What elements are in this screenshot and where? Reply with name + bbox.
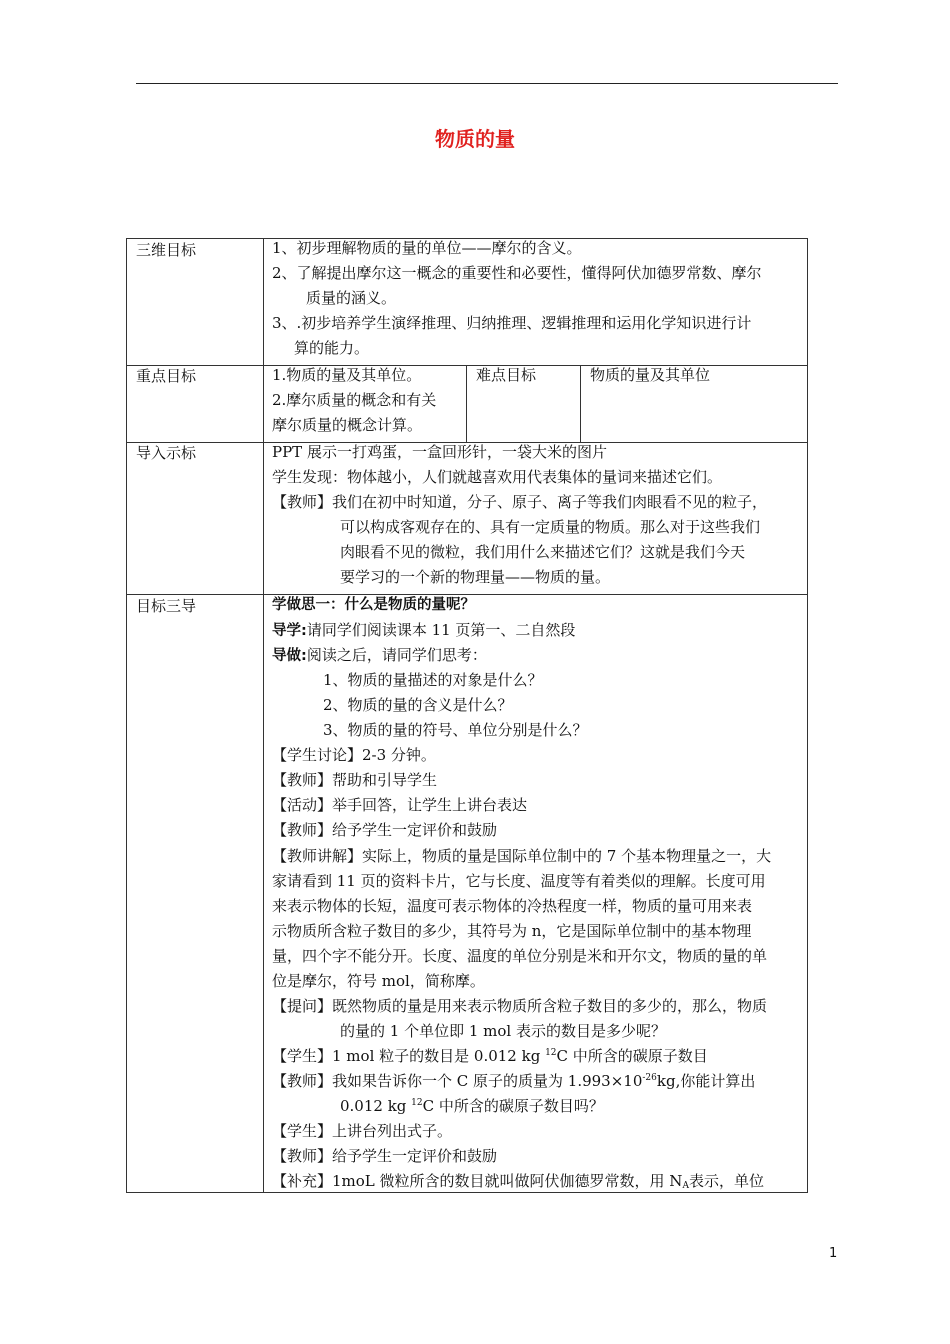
- goal-line: 3、.初步培养学生演绎推理、归纳推理、逻辑推理和运用化学知识进行计: [272, 314, 752, 332]
- exponent-superscript: -26: [642, 1073, 657, 1083]
- teacher-line: 【教师】给予学生一定评价和鼓励: [272, 1147, 498, 1165]
- do-line: [272, 643, 487, 669]
- avogadro-subscript: A: [682, 1181, 689, 1191]
- supplement-text: 【补充】1moL 微粒所含的数目就叫做阿伏伽德罗常数，用 N: [272, 1172, 683, 1190]
- intro-line: 【教师】我们在初中时知道，分子、原子、离子等我们肉眼看不见的粒子，: [272, 493, 768, 511]
- student-text: 【学生】1 mol 粒子的数目是 0.012 kg: [272, 1047, 546, 1065]
- difficulty-value: 物质的量及其单位: [590, 366, 711, 384]
- guide-text: 请同学们阅读课本 11 页第一、二自然段: [306, 621, 576, 639]
- goal-line: 质量的涵义。: [306, 289, 397, 307]
- question-line: 1、物质的量描述的对象是什么？: [323, 671, 543, 689]
- goal-line: 1、初步理解物质的量的单位——摩尔的含义。: [272, 239, 582, 257]
- key-line: 1.物质的量及其单位。: [272, 366, 422, 384]
- teacher-text: C 中所含的碳原子数目吗？: [422, 1097, 604, 1115]
- lecture-line: 量，四个字不能分开。长度、温度的单位分别是米和开尔文，物质的量的单: [272, 947, 768, 965]
- page-number: 1: [829, 1246, 838, 1261]
- key-line: 摩尔质量的概念计算。: [272, 416, 423, 434]
- lecture-line: 示物质所含粒子数目的多少，其符号为 n，它是国际单位制中的基本物理: [272, 922, 752, 940]
- row-label-goals: 三维目标: [136, 241, 197, 259]
- ask-line: 的量的 1 个单位即 1 mol 表示的数目是多少呢？: [340, 1022, 666, 1040]
- intro-line: 肉眼看不见的微粒，我们用什么来描述它们？这就是我们今天: [340, 543, 746, 561]
- student-line: 【学生】上讲台列出式子。: [272, 1122, 453, 1140]
- guide-line: [272, 618, 575, 644]
- intro-line: 学生发现：物体越小，人们就越喜欢用代表集体的量词来描述它们。: [272, 468, 723, 486]
- student-text: C 中所含的碳原子数目: [556, 1047, 708, 1065]
- question-line: 3、物质的量的符号、单位分别是什么？: [323, 721, 588, 739]
- key-line: 2.摩尔质量的概念和有关: [272, 391, 437, 409]
- intro-line: 要学习的一个新的物理量——物质的量。: [340, 568, 611, 586]
- intro-line: PPT 展示一打鸡蛋，一盒回形针，一袋大米的图片: [272, 443, 607, 461]
- teacher-text: kg,你能计算出: [656, 1072, 756, 1090]
- student-line: [272, 1044, 708, 1069]
- teacher-line: [340, 1094, 604, 1119]
- goal-line: 2、了解提出摩尔这一概念的重要性和必要性，懂得阿伏加德罗常数、摩尔: [272, 264, 762, 282]
- teacher-line: 【教师】给予学生一定评价和鼓励: [272, 821, 498, 839]
- discuss-line: 【学生讨论】2-3 分钟。: [272, 746, 436, 764]
- do-text: 阅读之后，请同学们思考：: [306, 646, 487, 664]
- lecture-line: 家请看到 11 页的资料卡片，它与长度、温度等有着类似的理解。长度可用: [272, 872, 766, 890]
- supplement-line: [272, 1169, 764, 1194]
- section-heading: 学做思一：什么是物质的量呢？: [272, 597, 475, 613]
- supplement-text: 表示，单位: [688, 1172, 764, 1190]
- row-label-three: 目标三导: [136, 597, 197, 615]
- teacher-text: 【教师】我如果告诉你一个 C 原子的质量为 1.993×10: [272, 1072, 643, 1090]
- guide-label: 导学:: [272, 623, 307, 639]
- column-divider: [466, 365, 467, 442]
- difficulty-label: 难点目标: [476, 366, 537, 384]
- teacher-text: 0.012 kg: [340, 1097, 412, 1115]
- intro-line: 可以构成客观存在的、具有一定质量的物质。那么对于这些我们: [340, 518, 761, 536]
- ask-line: 【提问】既然物质的量是用来表示物质所含粒子数目的多少的，那么，物质: [272, 997, 768, 1015]
- lecture-line: 来表示物体的长短，温度可表示物体的冷热程度一样，物质的量可用来表: [272, 897, 753, 915]
- row-label-key: 重点目标: [136, 367, 197, 385]
- question-line: 2、物质的量的含义是什么？: [323, 696, 513, 714]
- column-divider: [263, 238, 264, 1193]
- activity-line: 【活动】举手回答，让学生上讲台表达: [272, 796, 528, 814]
- teacher-line: [272, 1069, 755, 1094]
- header-rule: [136, 83, 838, 84]
- page-title: 物质的量: [435, 127, 515, 151]
- lecture-line: 位是摩尔，符号 mol，简称摩。: [272, 972, 485, 990]
- lecture-line: 【教师讲解】实际上，物质的量是国际单位制中的 7 个基本物理量之一，大: [272, 847, 772, 865]
- do-label: 导做:: [272, 648, 307, 664]
- isotope-superscript: 12: [411, 1098, 423, 1108]
- column-divider: [580, 365, 581, 442]
- row-label-intro: 导入示标: [136, 444, 197, 462]
- teacher-line: 【教师】帮助和引导学生: [272, 771, 438, 789]
- goal-line: 算的能力。: [294, 339, 370, 357]
- isotope-superscript: 12: [545, 1048, 557, 1058]
